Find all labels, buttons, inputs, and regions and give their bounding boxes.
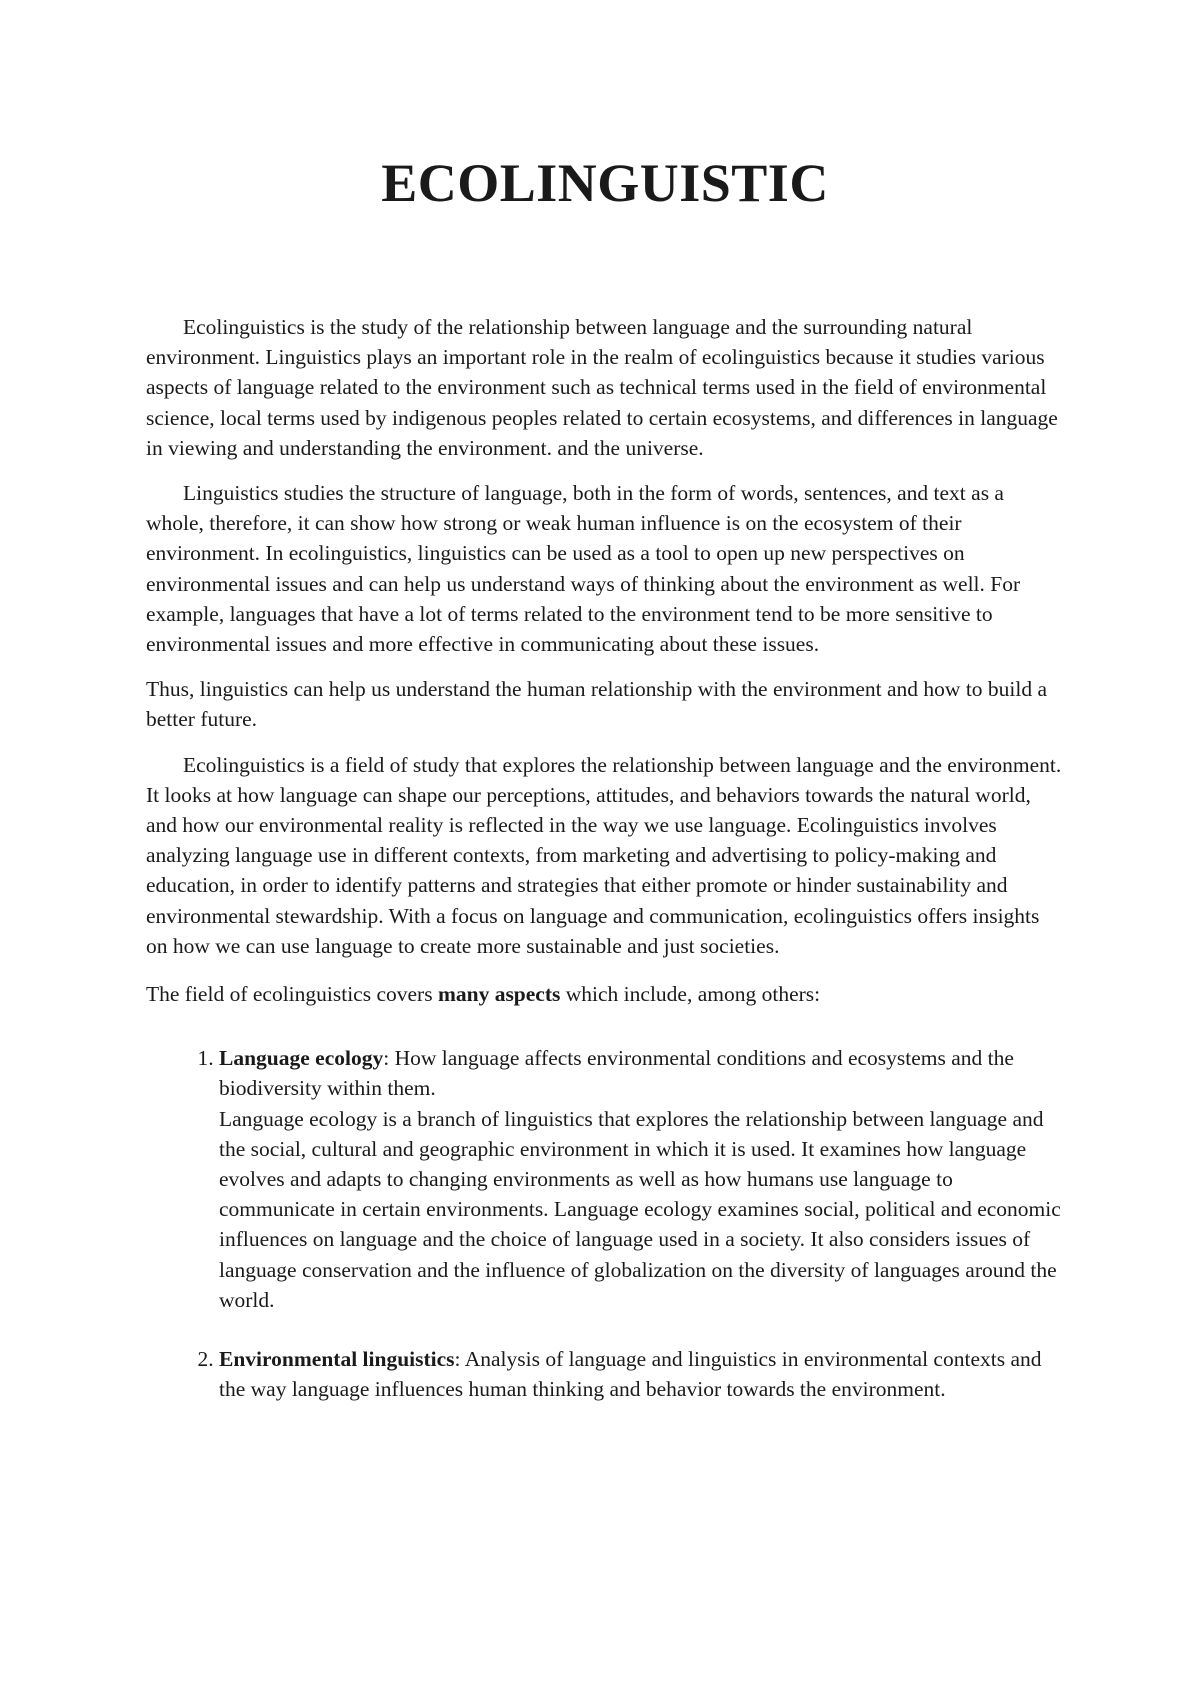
aspect-item-language-ecology [219, 1043, 1064, 1315]
aspects-intro [146, 979, 1064, 1009]
aspect-term: Language ecology [219, 1046, 384, 1071]
aspect-item-environmental-linguistics [219, 1344, 1064, 1404]
aspect-definition: : How language affects environmental conditions and ecosystems and the biodiversity within them. [219, 1046, 1014, 1101]
aspects-list [146, 1043, 1064, 1404]
aspects-intro-before: The field of ecolinguistics covers [146, 982, 438, 1007]
document-title: ECOLINGUISTIC [381, 153, 829, 213]
paragraph-4: Ecolinguistics is a field of study that explores the relationship between language and the environment. It looks at how language can shape our perceptions, attitudes, and behaviors towards the natural world, and how our environmental reality is reflected in the way we use language. Ecolinguistics involves analyzing language use in different contexts, from marketing and advertising to policy-making and education, in order to identify patterns and strategies that either promote or hinder sustainability and environmental stewardship. With a focus on language and communication, ecolinguistics offers insights on how we can use language to create more sustainable and just societies. [146, 752, 1062, 958]
paragraph-1: Ecolinguistics is the study of the relationship between language and the surrounding natural environment. Linguistics plays an important role in the realm of ecolinguistics because it studies various aspects of language related to the environment such as technical terms used in the field of environmental science, local terms used by indigenous peoples related to certain ecosystems, and differences in language in viewing and understanding the environment. and the universe. [146, 315, 1058, 460]
aspects-intro-after: which include, among others: [560, 982, 821, 1007]
aspect-term: Environmental linguistics [219, 1347, 455, 1372]
paragraph-3: Thus, linguistics can help us understand the human relationship with the environment and how to build a better future. [146, 677, 1048, 732]
aspect-definition: : Analysis of language and linguistics in environmental contexts and the way language influences human thinking and behavior towards the environment. [219, 1347, 1042, 1402]
aspect-detail: Language ecology is a branch of linguistics that explores the relationship between language and the social, cultural and geographic environment in which it is used. It examines how language evolves and adapts to changing environments as well as how humans use language to communicate in certain environments. Language ecology examines social, political and economic influences on language and the choice of language used in a society. It also considers issues of language conservation and the influence of globalization on the diversity of languages around the world. [219, 1106, 1061, 1312]
aspects-intro-emphasis: many aspects [437, 982, 561, 1007]
document-body [146, 312, 1064, 1405]
paragraph-2: Linguistics studies the structure of language, both in the form of words, sentences, and text as a whole, therefore, it can show how strong or weak human influence is on the ecosystem of their environment. In ecolinguistics, linguistics can be used as a tool to open up new perspectives on environmental issues and can help us understand ways of thinking about the environment as well. For example, languages that have a lot of terms related to the environment tend to be more sensitive to environmental issues and more effective in communicating about these issues. [146, 481, 1021, 657]
